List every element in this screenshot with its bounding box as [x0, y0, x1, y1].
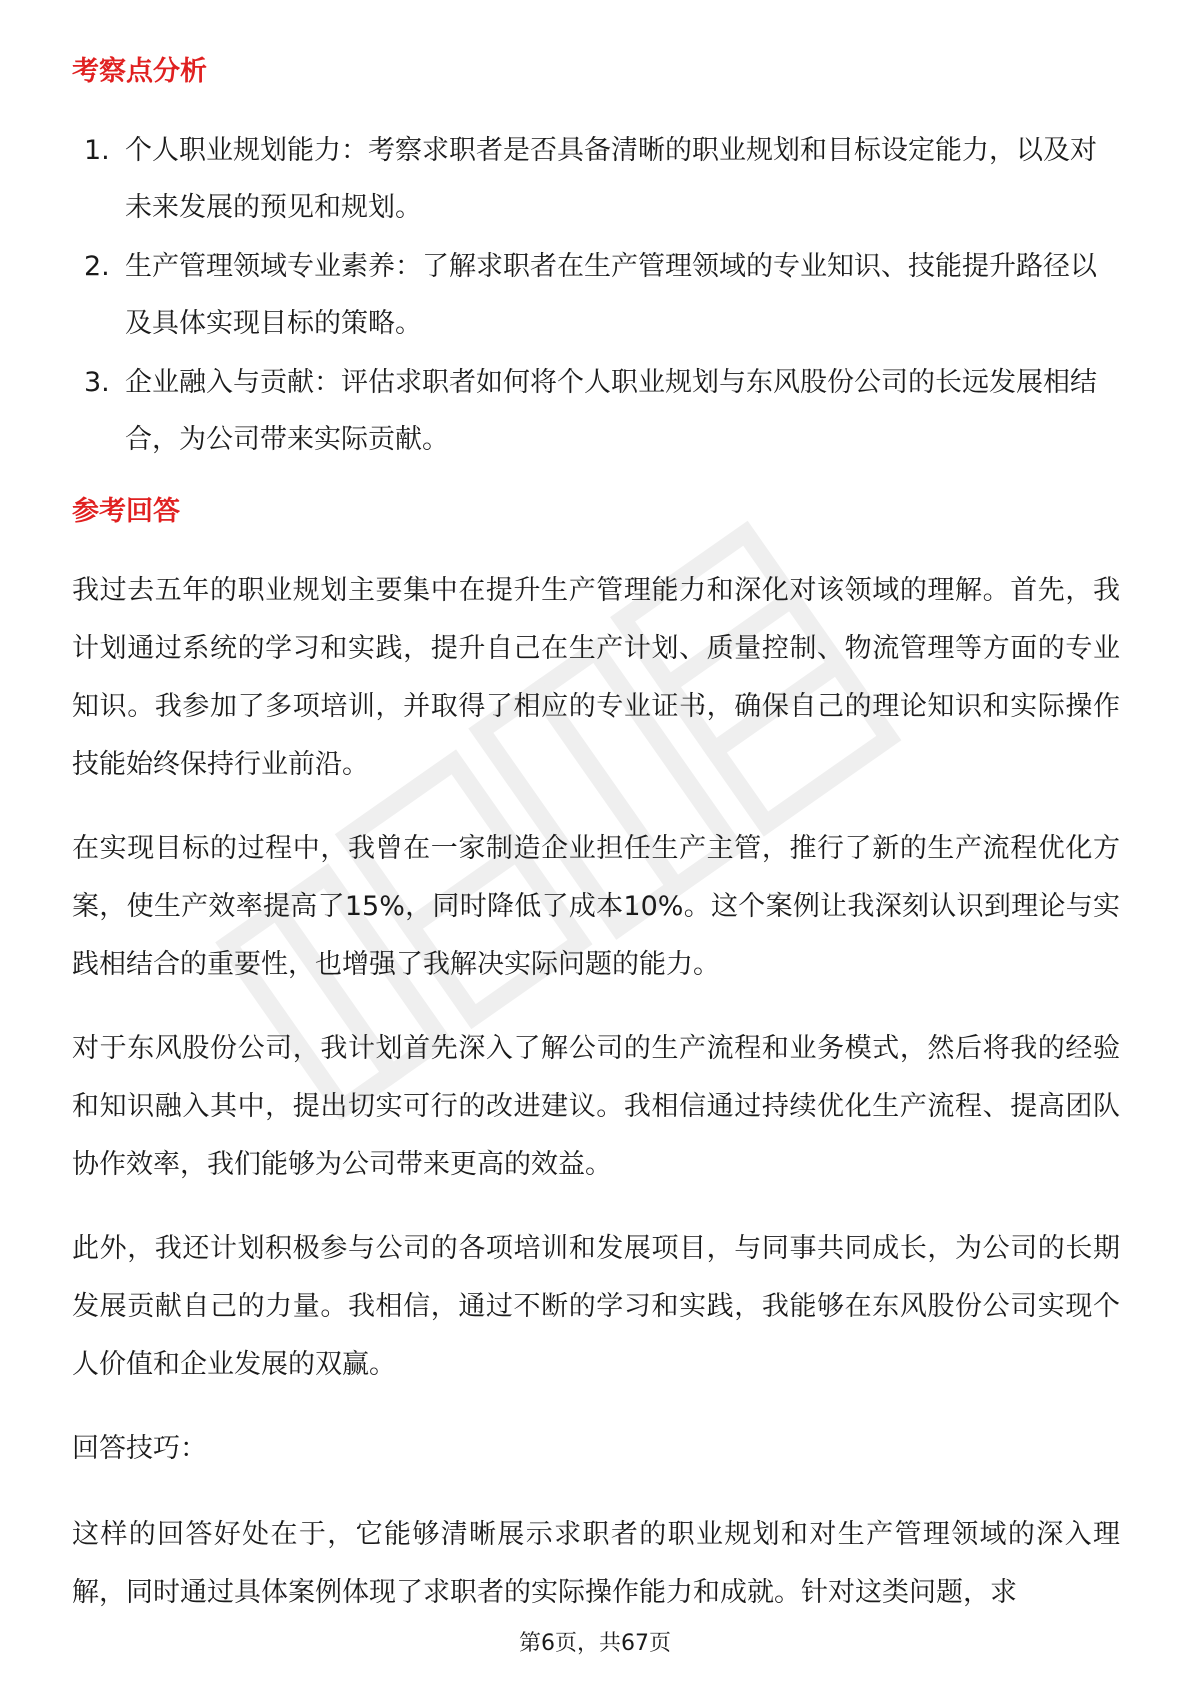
- tips-paragraph: 这样的回答好处在于，它能够清晰展示求职者的职业规划和对生产管理领域的深入理解，同时通过具体案例体现了求职者的实际操作能力和成就。针对这类问题，求: [72, 1519, 1120, 1608]
- answer-paragraph: 我过去五年的职业规划主要集中在提升生产管理能力和深化对该领域的理解。首先，我计划通过系统的学习和实践，提升自己在生产计划、质量控制、物流管理等方面的专业知识。我参加了多项培训，并取得了相应的专业证书，确保自己的理论知识和实际操作技能始终保持行业前沿。: [72, 575, 1120, 780]
- tips-label: 回答技巧：: [72, 1433, 207, 1464]
- answer-paragraph: 在实现目标的过程中，我曾在一家制造企业担任生产主管，推行了新的生产流程优化方案，使生产效率提高了15%，同时降低了成本10%。这个案例让我深刻认识到理论与实践相结合的重要性，也增强了我解决实际问题的能力。: [72, 833, 1120, 980]
- analysis-heading: 考察点分析: [72, 56, 207, 87]
- answer-heading: 参考回答: [72, 496, 180, 527]
- list-item-text: 生产管理领域专业素养：了解求职者在生产管理领域的专业知识、技能提升路径以及具体实现目标的策略。: [125, 251, 1097, 339]
- list-item: [72, 238, 1122, 352]
- page-indicator: 第6页，共67页: [519, 1631, 671, 1656]
- list-item-text: 企业融入与贡献：评估求职者如何将个人职业规划与东风股份公司的长远发展相结合，为公司带来实际贡献。: [125, 367, 1097, 455]
- list-item: [72, 354, 1122, 468]
- list-item-number: 1.: [84, 135, 110, 166]
- analysis-list: [72, 122, 1122, 470]
- list-item-text: 个人职业规划能力：考察求职者是否具备清晰的职业规划和目标设定能力，以及对未来发展的预见和规划。: [125, 135, 1097, 223]
- list-item: [72, 122, 1122, 236]
- list-item-number: 3.: [84, 367, 110, 398]
- answer-paragraph: 对于东风股份公司，我计划首先深入了解公司的生产流程和业务模式，然后将我的经验和知识融入其中，提出切实可行的改进建议。我相信通过持续优化生产流程、提高团队协作效率，我们能够为公司带来更高的效益。: [72, 1033, 1120, 1180]
- list-item-number: 2.: [84, 251, 110, 282]
- answer-paragraph: 此外，我还计划积极参与公司的各项培训和发展项目，与同事共同成长，为公司的长期发展贡献自己的力量。我相信，通过不断的学习和实践，我能够在东风股份公司实现个人价值和企业发展的双赢。: [72, 1233, 1120, 1380]
